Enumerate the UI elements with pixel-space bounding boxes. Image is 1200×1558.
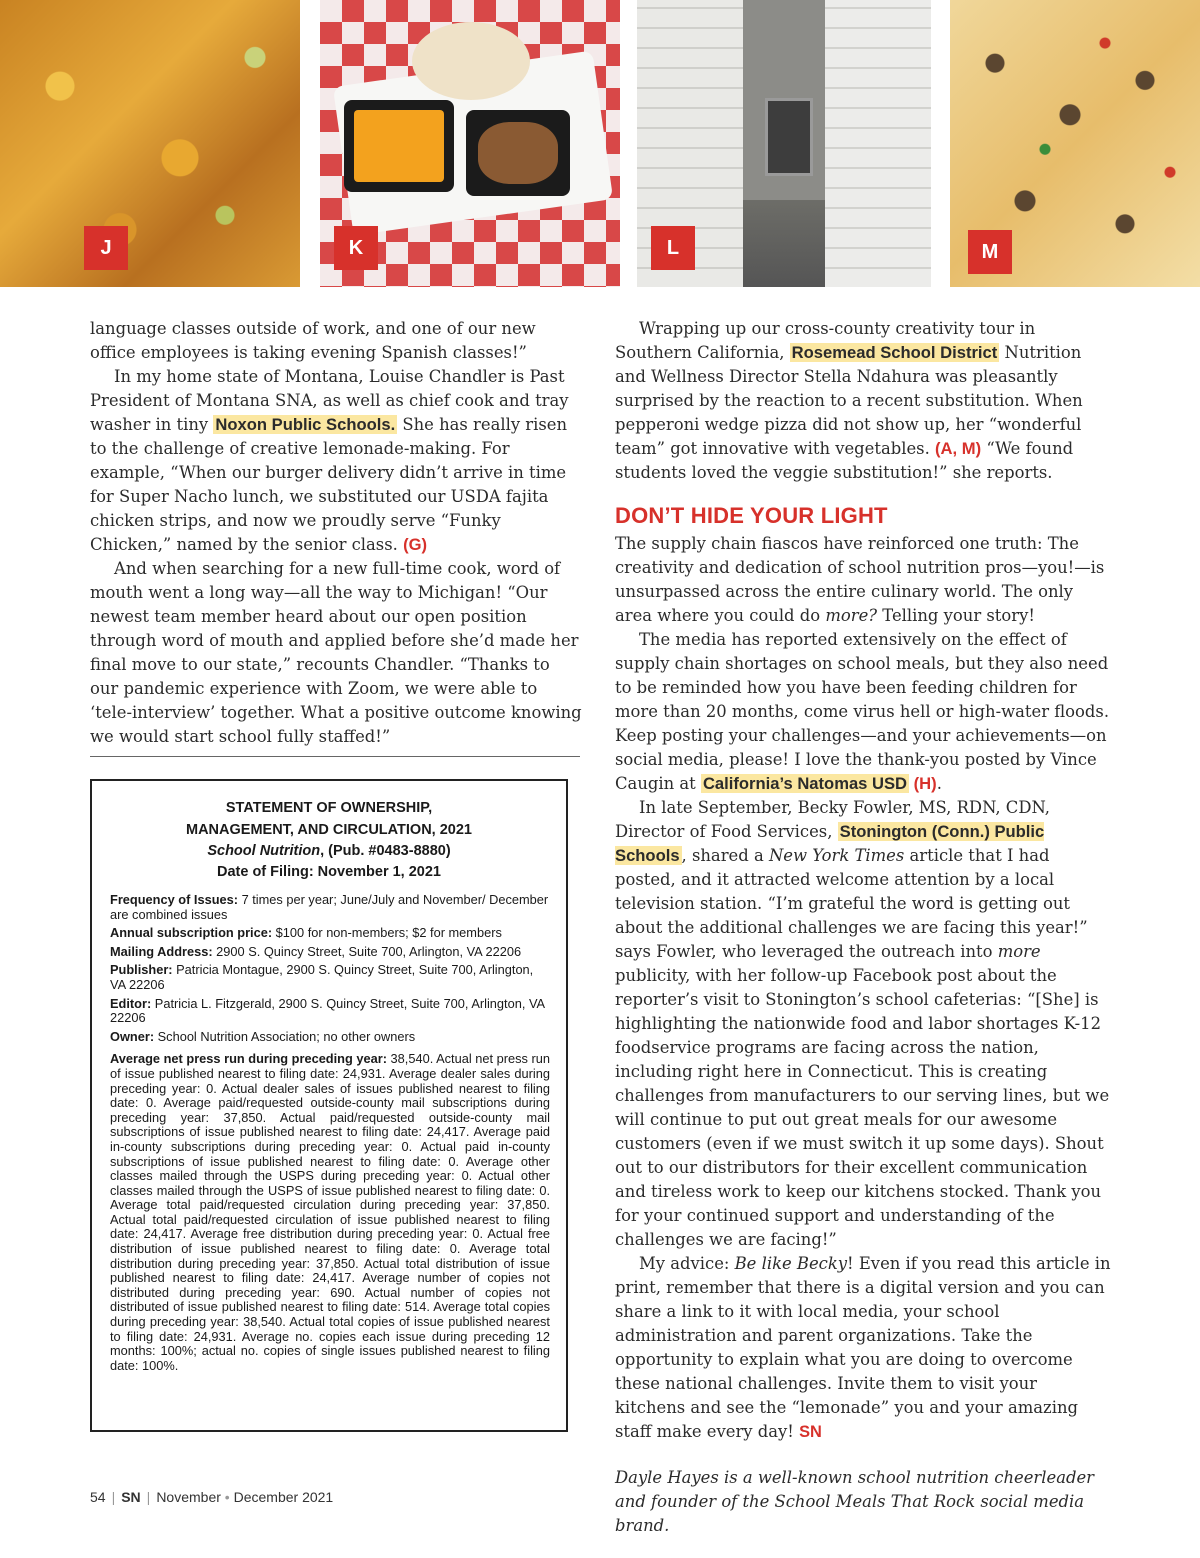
statement-title: STATEMENT OF OWNERSHIP, MANAGEMENT, AND CIRCULATION, 2021	[186, 800, 472, 838]
photo-funky-chicken	[0, 0, 300, 287]
right-paragraph-1: Wrapping up our cross-county creativity tour in Southern California, Rosemead School District Nutrition and Wellness Director Stella Ndahura was pleasantly surprised by the reaction to a recent substitution. When pepperoni wedge pizza did not show up, her “wonderful team” got innovative with vegetables. (A, M) “We found students loved the veggie substitution!” she reports.	[615, 319, 1083, 482]
statement-item: Annual subscription price: $100 for non-members; $2 for members	[110, 925, 502, 941]
photo-nacho-tray	[320, 0, 620, 287]
author-bio: Dayle Hayes is a well-known school nutrition cheerleader and founder of the School Meals That Rock social media brand.	[615, 1468, 1095, 1535]
left-paragraph-2: In my home state of Montana, Louise Chandler is Past President of Montana SNA, as well as chief cook and tray washer in tiny Noxon Public Schools. She has really risen to the challenge of creative lemonade-making. For example, “When our burger delivery didn’t arrive in time for Super Nacho lunch, we substituted our USDA fajita chicken strips, and now we proudly serve “Funky Chicken,” named by the senior class. (G)	[90, 367, 569, 554]
left-paragraph-3: And when searching for a new full-time cook, word of mouth went a long way—all the way to Michigan! “Our newest team member heard about our open position through word of mouth and applied before she’d made her final move to our state,” recounts Chandler. “Thanks to our pandemic experience with Zoom, we were able to ‘tele-interview’ together. What a positive outcome knowing we would start school fully staffed!”	[90, 559, 582, 746]
photo-ref-a-m: (A, M)	[935, 439, 982, 458]
statement-item: Mailing Address: 2900 S. Quincy Street, Suite 700, Arlington, VA 22206	[110, 943, 522, 959]
right-column-body	[615, 532, 1112, 1538]
section-heading: DON’T HIDE YOUR LIGHT	[615, 503, 888, 528]
sn-end-mark: SN	[799, 1423, 822, 1441]
footer-brand: SN	[121, 1489, 141, 1505]
right-paragraph-4: In late September, Becky Fowler, MS, RDN, CDN, Director of Food Services, Stonington (Conn.) Public Schools , shared a New York Times article that I had posted, and it attracted welcome attention by a local television station. “I’m grateful the word is getting out about the additional challenges we are facing this year!” says Fowler, who leveraged the outreach into more publicity, with her follow-up Facebook post about the reporter’s visit to Stonington’s school cafeterias: “[She] is highlighting the nationwide food and labor shortages K-12 foodservice programs are facing across the nation, including right here in Connecticut. This is creating challenges from manufacturers to our serving lines, but we will continue to put out great meals for our awesome customers (even if we must switch it up some days). Shout out to our distributors for their excellent communication and tireless work to keep our kitchens stocked. Thank you for your continued support and understanding of the challenges we are facing!”	[615, 798, 1110, 1249]
highlight-natomas: California’s Natomas USD	[702, 774, 908, 793]
statement-of-ownership-box	[90, 779, 568, 1432]
statement-publication: School Nutrition, (Pub. #0483-8880)	[207, 843, 451, 859]
highlight-rosemead: Rosemead School District	[791, 343, 998, 362]
photo-warehouse	[637, 0, 931, 287]
footer-issue: November • December 2021	[156, 1489, 334, 1505]
right-paragraph-2: The supply chain fiascos have reinforced one truth: The creativity and dedication of school nutrition pros—you!—is unsurpassed across the entire culinary world. The only area where you could do more? Telling your story!	[615, 534, 1105, 625]
statement-item: Publisher: Patricia Montague, 2900 S. Quincy Street, Suite 700, Arlington, VA 22206	[110, 962, 534, 992]
highlight-noxon: Noxon Public Schools.	[215, 415, 396, 434]
statement-item: Editor: Patricia L. Fitzgerald, 2900 S. Quincy Street, Suite 700, Arlington, VA 22206	[110, 995, 545, 1026]
statement-item: Frequency of Issues: 7 times per year; June/July and November/ December are combined issues	[110, 892, 549, 922]
statement-item: Owner: School Nutrition Association; no other owners	[110, 1028, 416, 1044]
highlight-stonington: Stonington (Conn.) Public Schools	[615, 822, 1045, 865]
photo-strip	[0, 0, 1200, 287]
statement-filing-date: Date of Filing: November 1, 2021	[216, 864, 441, 880]
photo-veggie-pizza	[950, 0, 1200, 287]
statement-body	[92, 893, 566, 1373]
photo-label-j: J	[84, 226, 128, 270]
right-paragraph-3: The media has reported extensively on the effect of supply chain shortages on school meals, but they also need to be reminded how you have been feeding children for more than 20 months, come virus hell or high-water floods. Keep posting your challenges—and your achievements—on social media, please! I love the thank-you posted by Vince Caugin at California’s Natomas USD (H).	[615, 630, 1110, 793]
page-footer: 54 | SN | November • December 2021	[90, 1489, 334, 1505]
photo-label-k: K	[334, 226, 378, 270]
left-column	[90, 317, 582, 749]
photo-ref-h: (H)	[909, 774, 937, 793]
photo-label-l: L	[651, 226, 695, 270]
right-paragraph-5: My advice: Be like Becky! Even if you read this article in print, remember that there is a digital version and you can share a link to it with local media, your school administration and parent organizations. Take the opportunity to explain what you are doing to overcome these national challenges. Invite them to visit your kitchens and see the “lemonade” you and your amazing staff make every day! SN	[615, 1254, 1111, 1441]
left-paragraph-1: language classes outside of work, and one of our new office employees is taking evening Spanish classes!”	[90, 319, 536, 362]
divider-rule	[90, 756, 580, 757]
photo-ref-g: (G)	[403, 535, 428, 554]
statement-circulation: Average net press run during preceding year: 38,540. Actual net press run of issue published nearest to filing date: 24,931. Average dealer sales during preceding year: 0. Actual dealer sales of issues published nearest to filing date: 0. Average paid/requested outside-county mail subscriptions during preceding year: 37,850. Actual paid/requested outside-county mail subscriptions of issue published nearest to filing date: 24,417. Average paid in-county subscriptions during preceding year: 0. Actual paid in-county subscriptions of issue published nearest to filing date: 0. Average other classes mailed through the USPS during preceding year: 0. Actual other classes mailed through the USPS of issue published nearest to filing date: 0. Average total paid/requested circulation during preceding year: 37,850. Actual total paid/requested circulation of issue published nearest to filing date: 24,417. Average free distribution during preceding year: 0. Actual free distribution of issue published nearest to filing date: 0. Average total distribution during preceding year: 37,850. Actual total distribution of issue published nearest to filing date: 24,417. Average number of copies not distributed during preceding year: 690. Actual number of copies not distributed of issue published nearest to filing date: 514. Average total copies during preceding year: 38,540. Actual total copies of issue published nearest to filing date: 24,931. Average no. copies each issue during preceding 12 months: 100%; actual no. copies of single issues published nearest to filing date: 100%.	[110, 1051, 550, 1373]
right-column-top	[615, 317, 1112, 485]
photo-label-m: M	[968, 230, 1012, 274]
page-number: 54	[90, 1489, 106, 1505]
